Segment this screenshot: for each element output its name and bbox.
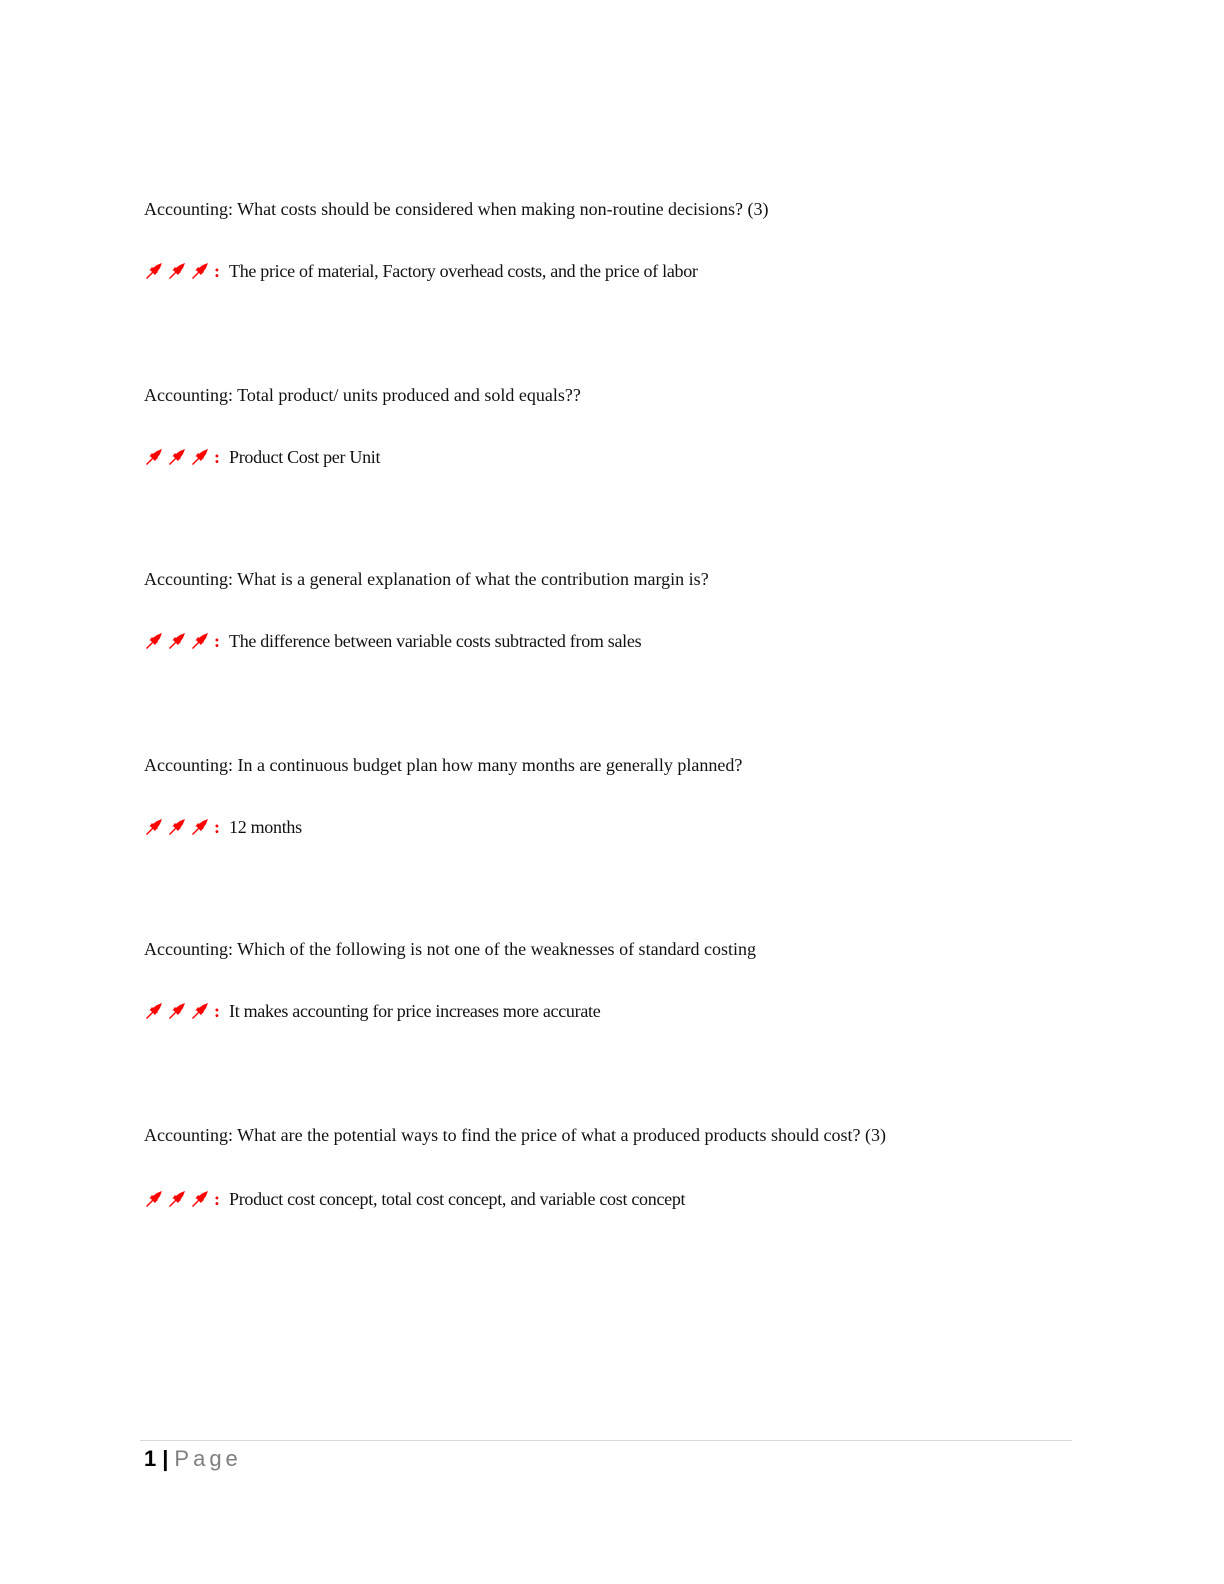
red-rocket-icon (190, 448, 210, 466)
red-rocket-icon (190, 818, 210, 836)
red-rocket-icon (167, 1190, 187, 1208)
answer-colon: : (214, 1001, 220, 1021)
red-rocket-icon (190, 1190, 210, 1208)
answer-colon: : (214, 817, 220, 837)
answer-text: Product cost concept, total cost concept, and variable cost concept (229, 1189, 686, 1209)
answer-markers (144, 632, 213, 650)
qa-item (144, 384, 1074, 467)
question-text: Accounting: What are the potential ways to find the price of what a produced products should cost? (3) (144, 1125, 886, 1145)
page-separator: | (162, 1446, 169, 1471)
question-text: Accounting: Which of the following is not one of the weaknesses of standard costing (144, 939, 757, 959)
answer-line (144, 1188, 685, 1210)
red-rocket-icon (167, 262, 187, 280)
red-rocket-icon (190, 1002, 210, 1020)
answer-line (144, 630, 641, 652)
answer-markers (144, 262, 213, 280)
red-rocket-icon (167, 1002, 187, 1020)
qa-item (144, 754, 1074, 837)
red-rocket-icon (144, 632, 164, 650)
answer-text: The price of material, Factory overhead costs, and the price of labor (229, 261, 698, 281)
answer-text: Product Cost per Unit (229, 447, 381, 467)
answer-text: It makes accounting for price increases more accurate (229, 1001, 601, 1021)
answer-line (144, 446, 380, 468)
answer-colon: : (214, 447, 220, 467)
qa-item (144, 938, 1074, 1021)
answer-line (144, 816, 302, 838)
answer-colon: : (214, 631, 220, 651)
red-rocket-icon (144, 1190, 164, 1208)
qa-item (144, 198, 1074, 281)
red-rocket-icon (144, 262, 164, 280)
page-footer (144, 1444, 242, 1474)
question-text: Accounting: In a continuous budget plan how many months are generally planned? (144, 755, 743, 775)
qa-item (144, 568, 1074, 651)
answer-colon: : (214, 261, 220, 281)
page-label: Page (174, 1446, 242, 1471)
red-rocket-icon (144, 448, 164, 466)
question-text: Accounting: What costs should be considered when making non-routine decisions? (3) (144, 199, 769, 219)
red-rocket-icon (144, 818, 164, 836)
answer-line (144, 1000, 600, 1022)
answer-text: The difference between variable costs subtracted from sales (229, 631, 642, 651)
answer-markers (144, 448, 213, 466)
answer-text: 12 months (229, 817, 302, 837)
red-rocket-icon (167, 632, 187, 650)
qa-item (144, 1124, 1074, 1209)
answer-markers (144, 818, 213, 836)
footer-divider (140, 1440, 1072, 1441)
red-rocket-icon (190, 262, 210, 280)
answer-markers (144, 1190, 213, 1208)
question-text: Accounting: What is a general explanation of what the contribution margin is? (144, 569, 709, 589)
answer-line (144, 260, 698, 282)
red-rocket-icon (144, 1002, 164, 1020)
red-rocket-icon (167, 818, 187, 836)
answer-markers (144, 1002, 213, 1020)
answer-colon: : (214, 1189, 220, 1209)
red-rocket-icon (167, 448, 187, 466)
page-number: 1 (144, 1446, 157, 1471)
question-text: Accounting: Total product/ units produced and sold equals?? (144, 385, 581, 405)
red-rocket-icon (190, 632, 210, 650)
